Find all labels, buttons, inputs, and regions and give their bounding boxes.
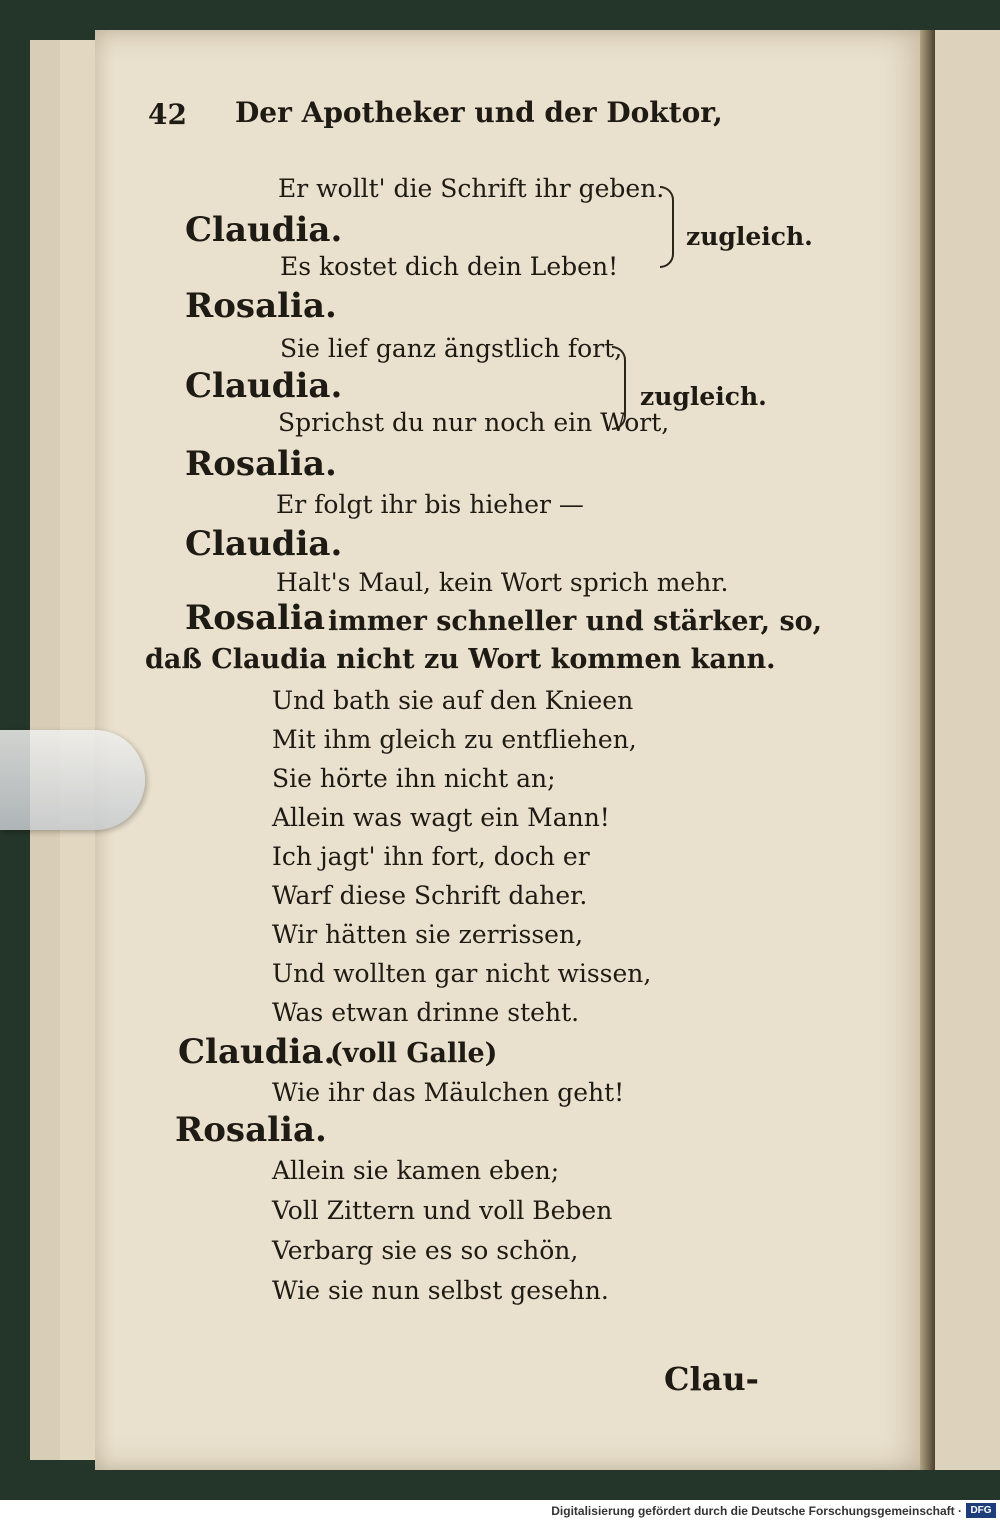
dfg-logo: DFG <box>966 1503 996 1518</box>
footer-text: Digitalisierung gefördert durch die Deutsche Forschungsgemeinschaft · <box>551 1504 962 1518</box>
verse-line: Voll Zittern und voll Beben <box>272 1196 613 1225</box>
verse-line: Es kostet dich dein Leben! <box>280 252 619 281</box>
verse-line: Warf diese Schrift daher. <box>272 881 588 910</box>
verse-line: Sprichst du nur noch ein Wort, <box>278 408 670 437</box>
stage-direction: immer schneller und stärker, so, <box>328 606 823 637</box>
stage-direction: daß Claudia nicht zu Wort kommen kann. <box>145 644 776 675</box>
verse-line: Sie hörte ihn nicht an; <box>272 764 556 793</box>
verse-line: Wie sie nun selbst gesehn. <box>272 1276 609 1305</box>
facing-page-edge <box>935 30 1000 1470</box>
catchword: Clau- <box>664 1360 759 1398</box>
verse-line: Allein was wagt ein Mann! <box>272 803 610 832</box>
verse-line: Allein sie kamen eben; <box>272 1156 560 1185</box>
verse-line: Er folgt ihr bis hieher — <box>276 490 584 519</box>
verse-line: Sie lief ganz ängstlich fort, <box>280 334 623 363</box>
running-header: Der Apotheker und der Doktor, <box>235 96 723 129</box>
digitization-footer <box>0 1500 1000 1523</box>
speaker-name: Claudia. <box>185 524 343 564</box>
stage-direction: (voll Galle) <box>330 1038 498 1069</box>
verse-line: Verbarg sie es so schön, <box>272 1236 579 1265</box>
verse-line: Er wollt' die Schrift ihr geben. <box>278 174 665 203</box>
verse-line: Halt's Maul, kein Wort sprich mehr. <box>276 568 729 597</box>
speaker-name: Claudia. <box>185 210 343 250</box>
brace-mark <box>612 346 626 430</box>
speaker-name: Rosalia. <box>185 286 337 326</box>
speaker-name: Claudia. <box>178 1032 336 1072</box>
verse-line: Ich jagt' ihn fort, doch er <box>272 842 590 871</box>
speaker-name: Rosalia <box>185 598 325 638</box>
verse-line: Und bath sie auf den Knieen <box>272 686 634 715</box>
speaker-name: Rosalia. <box>175 1110 327 1150</box>
verse-line: Mit ihm gleich zu entfliehen, <box>272 725 637 754</box>
verse-line: Was etwan drinne steht. <box>272 998 580 1027</box>
brace-mark <box>660 186 674 268</box>
brace-label: zugleich. <box>686 222 813 251</box>
verse-line: Und wollten gar nicht wissen, <box>272 959 652 988</box>
speaker-name: Claudia. <box>185 366 343 406</box>
page-clip <box>0 730 145 830</box>
verse-line: Wie ihr das Mäulchen geht! <box>272 1078 625 1107</box>
page-number: 42 <box>148 98 187 131</box>
verse-line: Wir hätten sie zerrissen, <box>272 920 584 949</box>
speaker-name: Rosalia. <box>185 444 337 484</box>
brace-label: zugleich. <box>640 382 767 411</box>
